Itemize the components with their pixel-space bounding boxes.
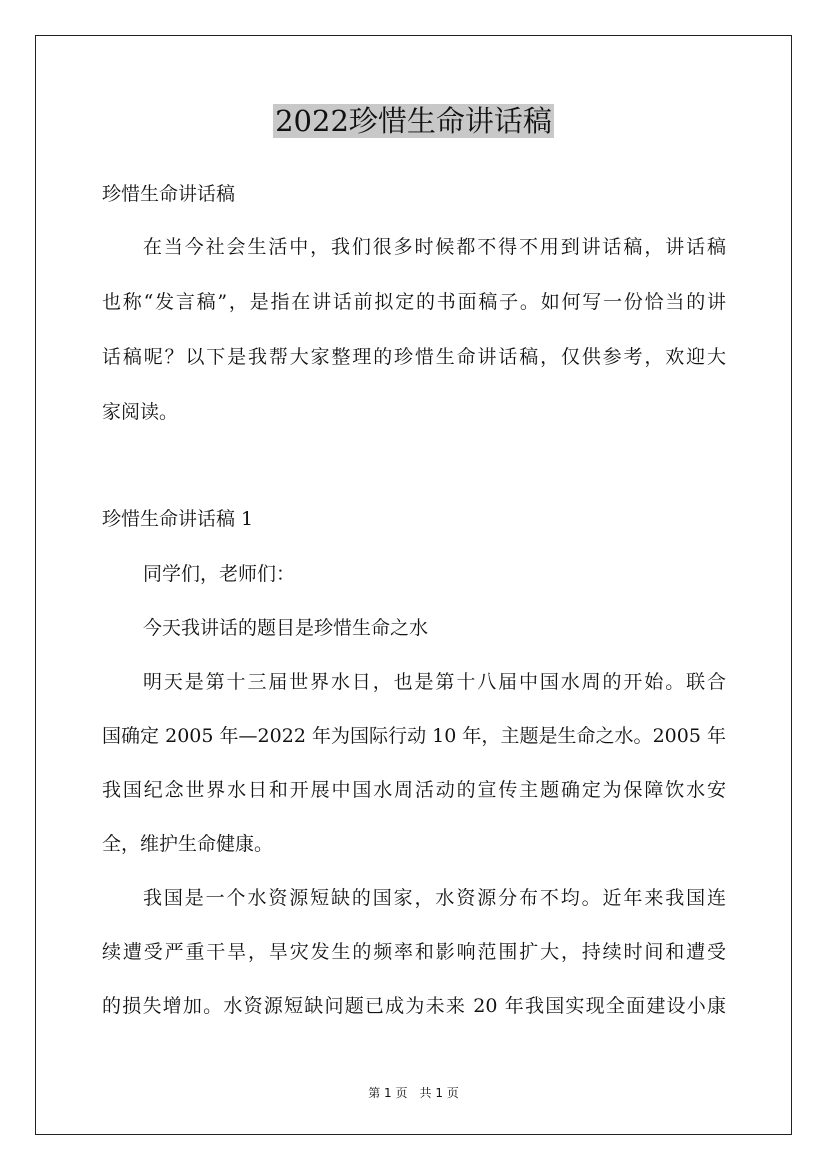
para2-line-1: 我国是一个水资源短缺的国家，水资源分布不均。近年来我国连 [143, 887, 726, 909]
para1-line-4: 全，维护生命健康。 [102, 833, 274, 855]
para2-line-3: 的损失增加。水资源短缺问题已成为未来 20 年我国实现全面建设小康 [102, 995, 726, 1017]
para2-line-2: 续遭受严重干旱，旱灾发生的频率和影响范围扩大，持续时间和遭受 [102, 941, 726, 963]
topic-line: 今天我讲话的题目是珍惜生命之水 [143, 617, 429, 639]
page-number: 第 1 页 共 1 页 [368, 1086, 459, 1100]
subheading: 珍惜生命讲话稿 [102, 183, 236, 205]
section-heading: 珍惜生命讲话稿 1 [102, 508, 254, 530]
intro-line-4: 家阅读。 [102, 401, 179, 423]
intro-line-1: 在当今社会生活中，我们很多时候都不得不用到讲话稿，讲话稿 [143, 236, 726, 258]
greeting: 同学们，老师们： [143, 563, 296, 585]
para1-line-2: 国确定 2005 年—2022 年为国际行动 10 年，主题是生命之水。2005 年 [102, 725, 726, 747]
para1-line-3: 我国纪念世界水日和开展中国水周活动的宣传主题确定为保障饮水安 [102, 779, 726, 801]
para1-line-1: 明天是第十三届世界水日，也是第十八届中国水周的开始。联合 [143, 671, 726, 693]
intro-line-3: 话稿呢？以下是我帮大家整理的珍惜生命讲话稿，仅供参考，欢迎大 [102, 346, 726, 368]
document-title: 2022珍惜生命讲话稿 [275, 104, 552, 138]
document-title-wrap [0, 102, 827, 140]
intro-line-2: 也称“发言稿”，是指在讲话前拟定的书面稿子。如何写一份恰当的讲 [102, 291, 726, 313]
